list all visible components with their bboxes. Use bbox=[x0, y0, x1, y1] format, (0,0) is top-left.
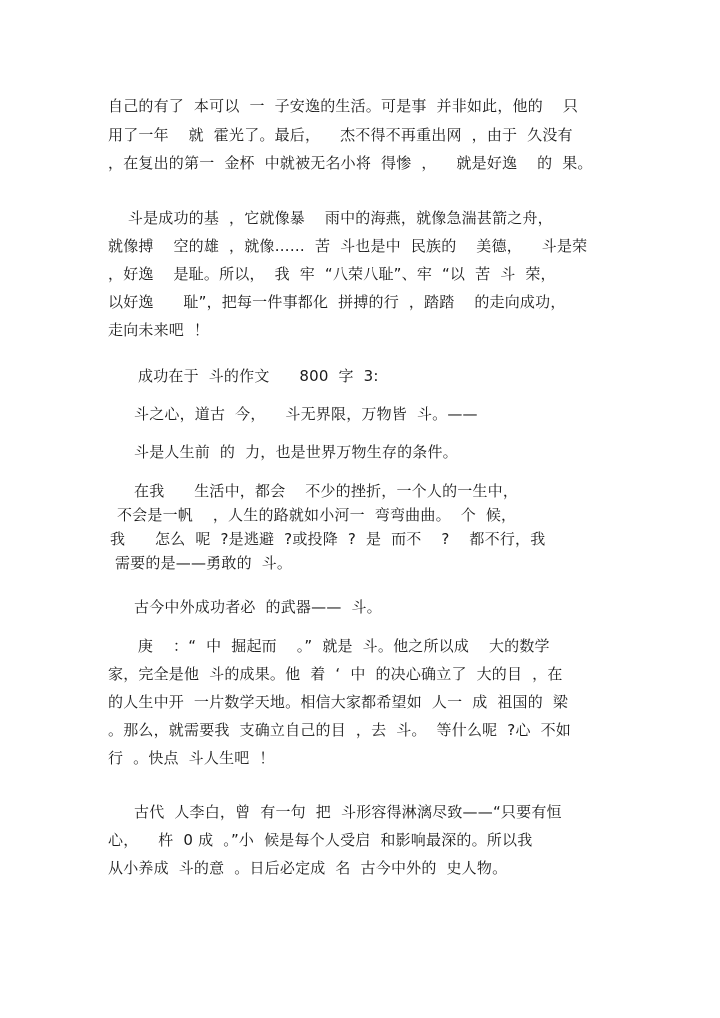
text-line: 行 。快点 斗人生吧 ！ bbox=[108, 749, 275, 767]
text-line: 斗是成功的基 ，它就像暴 雨中的海燕，就像急湍甚箭之舟， bbox=[108, 209, 553, 227]
text-line: 斗之心，道古 今， 斗无界限，万物皆 斗。—— bbox=[134, 405, 478, 423]
text-line: 用了一年 就 霍光了。最后， 杰不得不再重出网 ，由于 久没有 bbox=[108, 126, 573, 144]
text-line: 古今中外成功者必 的武器—— 斗。 bbox=[134, 598, 382, 616]
text-line: 斗是人生前 的 力，也是世界万物生存的条件。 bbox=[134, 443, 458, 461]
text-line: 从小养成 斗的意 。日后必定成 名 古今中外的 史人物。 bbox=[108, 859, 508, 877]
text-line: 走向未来吧 ！ bbox=[108, 321, 210, 339]
text-line: 我 怎么 呢 ?是逃避 ?或投降 ? 是 而不 ? 都不行，我 bbox=[110, 530, 546, 548]
text-line: 需要的是——勇敢的 斗。 bbox=[110, 554, 293, 572]
text-line: 不会是一帆 ，人生的路就如小河一 弯弯曲曲。 个 候， bbox=[112, 506, 517, 524]
text-line: ，好逸 是耻。所以， 我 牢 “八荣八耻”、牢 “以 苦 斗 荣， bbox=[108, 265, 556, 283]
text-line: 自己的有了 本可以 一 子安逸的生活。可是事 并非如此，他的 只 bbox=[108, 97, 579, 115]
text-line: 就像搏 空的雄 ，就像…… 苦 斗也是中 民族的 美德， 斗是荣 bbox=[108, 237, 588, 255]
text-line: ，在复出的第一 金杯 中就被无名小将 得惨 ， 就是好逸 的 果。 bbox=[108, 154, 593, 172]
text-line: 古代 人李白，曾 有一句 把 斗形容得淋漓尽致——“只要有恒 bbox=[134, 803, 562, 821]
text-line: 在我 生活中，都会 不少的挫折，一个人的一生中， bbox=[134, 482, 519, 500]
text-line: 。那么，就需要我 支确立自己的目 ，去 斗。 等什么呢 ?心 不如 bbox=[108, 721, 571, 739]
text-line: 家，完全是他 斗的成果。他 着 ‘ 中 的决心确立了 大的目 ，在 bbox=[108, 665, 563, 683]
section-heading: 成功在于 斗的作文 800 字 3: bbox=[138, 367, 379, 385]
text-line: 的人生中开 一片数学天地。相信大家都希望如 人一 成 祖国的 梁 bbox=[108, 693, 569, 711]
text-line: 庚 ：“ 中 掘起而 。” 就是 斗。他之所以成 大的数学 bbox=[128, 637, 550, 655]
text-line: 心， 杵 0 成 。”小 候是每个人受启 和影响最深的。所以我 bbox=[108, 831, 533, 849]
text-line: 以好逸 耻”，把每一件事都化 拼搏的行 ，踏踏 的走向成功， bbox=[108, 293, 566, 311]
